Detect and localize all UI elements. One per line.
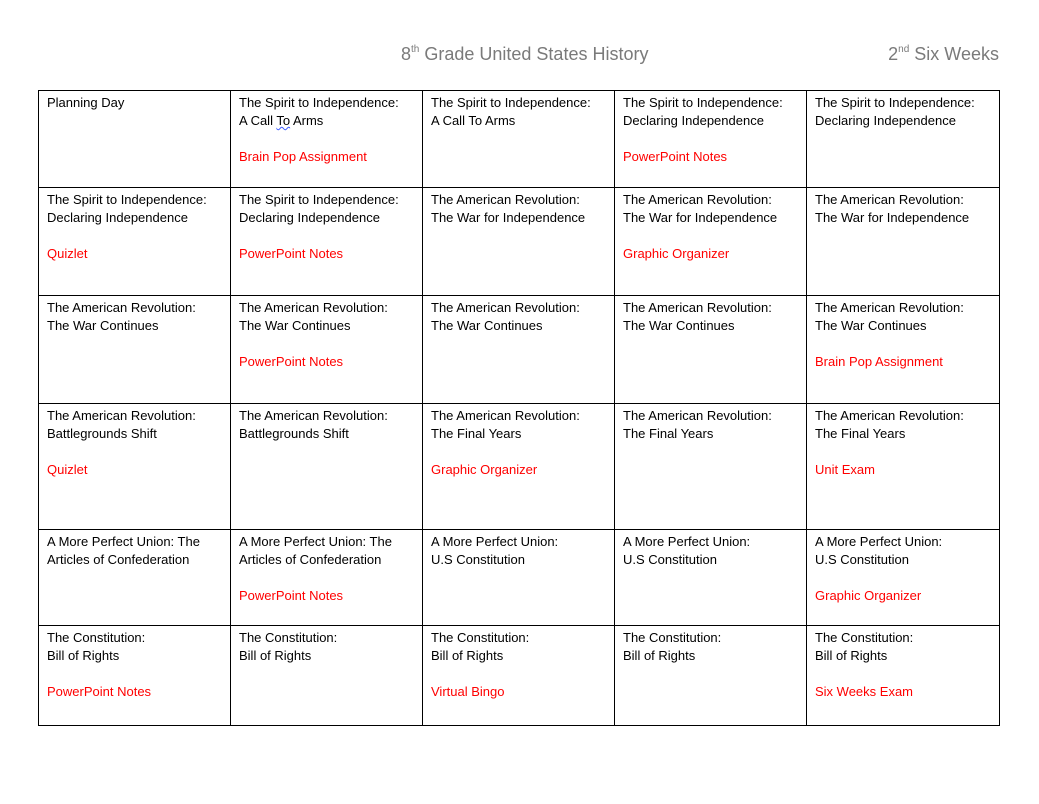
topic-unit: A More Perfect Union: [431,534,559,549]
day-cell [39,404,231,530]
activity-label: Quizlet [47,462,88,477]
activity-label: PowerPoint Notes [239,246,344,261]
title-grade-number: 8 [401,44,412,64]
topic-unit: The American Revolution: [431,300,580,315]
topic-lesson [239,112,414,130]
day-cell [231,626,423,726]
day-cell [231,296,423,404]
topic-unit: The Spirit to Independence: [47,192,207,207]
activity-label: Six Weeks Exam [815,684,914,699]
topic-lesson: Declaring Independence [239,210,380,225]
day-cell [39,91,231,188]
topic-unit: The Spirit to Independence: [239,192,399,207]
topic-lesson: The War Continues [47,318,159,333]
topic-unit: The American Revolution: [623,300,772,315]
term-number: 2 [888,44,899,64]
day-cell [423,296,615,404]
activity-label: PowerPoint Notes [47,684,152,699]
schedule-row [39,626,1000,726]
topic-unit: The American Revolution: [815,300,964,315]
topic-lesson: Declaring Independence [815,113,956,128]
title-ordinal-suffix: th [411,44,420,55]
topic-lesson: The Final Years [431,426,522,441]
topic-lesson: Articles of Confederation [239,552,382,567]
topic-unit: The American Revolution: [815,408,964,423]
day-cell [423,530,615,626]
day-cell [231,188,423,296]
topic-lesson: U.S Constitution [623,552,717,567]
activity-label: PowerPoint Notes [239,354,344,369]
day-cell [807,188,1000,296]
topic-lesson: U.S Constitution [815,552,909,567]
activity-label: Virtual Bingo [431,684,505,699]
topic-unit: The Spirit to Independence: [623,95,783,110]
topic-unit: The American Revolution: [623,408,772,423]
topic-lesson: Bill of Rights [815,648,888,663]
topic-lesson: The War for Independence [623,210,778,225]
day-cell [231,91,423,188]
schedule-row [39,91,1000,188]
term-label [888,44,999,65]
term-ordinal-suffix: nd [898,44,910,55]
topic-unit: The Constitution: [47,630,146,645]
topic-unit: The Spirit to Independence: [815,95,975,110]
activity-label: Brain Pop Assignment [239,149,367,164]
day-cell [615,296,807,404]
spellcheck-flagged-word: To [276,113,291,128]
day-cell [807,296,1000,404]
topic-lesson: Bill of Rights [431,648,504,663]
topic-unit: The American Revolution: [47,408,196,423]
topic-lesson: U.S Constitution [431,552,525,567]
topic-lesson: Battlegrounds Shift [47,426,157,441]
activity-label: Unit Exam [815,462,875,477]
day-cell [423,404,615,530]
topic-unit: The Spirit to Independence: [431,95,591,110]
topic-unit: The American Revolution: [239,408,388,423]
day-cell [615,188,807,296]
day-cell [231,530,423,626]
day-cell [423,91,615,188]
topic-lesson: The War Continues [431,318,543,333]
day-cell [39,188,231,296]
topic-unit: The Spirit to Independence: [239,95,399,110]
topic-lesson: The War Continues [623,318,735,333]
page-header [0,42,1039,72]
topic-lesson: Articles of Confederation [47,552,190,567]
activity-label: Quizlet [47,246,88,261]
activity-label: Graphic Organizer [815,588,922,603]
day-cell [807,91,1000,188]
topic-unit: The Constitution: [431,630,530,645]
topic-lesson: Declaring Independence [47,210,188,225]
activity-label: Graphic Organizer [623,246,730,261]
day-cell [231,404,423,530]
topic-unit: The American Revolution: [239,300,388,315]
day-cell [807,530,1000,626]
activity-label: PowerPoint Notes [623,149,728,164]
topic-unit: A More Perfect Union: [623,534,751,549]
day-cell [423,188,615,296]
topic-lesson: Bill of Rights [623,648,696,663]
topic-unit: The American Revolution: [431,192,580,207]
topic-unit: Planning Day [47,95,125,110]
day-cell [615,91,807,188]
topic-lesson: The War Continues [239,318,351,333]
day-cell [423,626,615,726]
topic-lesson: The War Continues [815,318,927,333]
topic-unit: The Constitution: [623,630,722,645]
day-cell [807,404,1000,530]
schedule-row [39,530,1000,626]
activity-label: Graphic Organizer [431,462,538,477]
activity-label: Brain Pop Assignment [815,354,943,369]
topic-lesson: The Final Years [623,426,714,441]
topic-lesson: Bill of Rights [239,648,312,663]
topic-unit: A More Perfect Union: The [239,534,392,549]
topic-lesson: The Final Years [815,426,906,441]
topic-unit: The American Revolution: [815,192,964,207]
topic-lesson: Battlegrounds Shift [239,426,349,441]
topic-unit: The American Revolution: [623,192,772,207]
day-cell [615,404,807,530]
day-cell [615,530,807,626]
day-cell [39,530,231,626]
topic-lesson-part: Arms [290,113,324,128]
term-text: Six Weeks [909,44,999,64]
topic-unit: The Constitution: [815,630,914,645]
topic-unit: The American Revolution: [431,408,580,423]
day-cell [807,626,1000,726]
day-cell [615,626,807,726]
topic-lesson: The War for Independence [431,210,586,225]
topic-unit: A More Perfect Union: [815,534,943,549]
topic-lesson: A Call To Arms [431,113,516,128]
topic-lesson-part: A Call [239,113,277,128]
schedule-table [38,90,1000,726]
topic-lesson: The War for Independence [815,210,970,225]
schedule-row [39,404,1000,530]
schedule-row [39,296,1000,404]
day-cell [39,296,231,404]
topic-unit: The Constitution: [239,630,338,645]
activity-label: PowerPoint Notes [239,588,344,603]
day-cell [39,626,231,726]
topic-unit: A More Perfect Union: The [47,534,200,549]
topic-unit: The American Revolution: [47,300,196,315]
topic-lesson: Bill of Rights [47,648,120,663]
title-text: Grade United States History [419,44,649,64]
schedule-row [39,188,1000,296]
topic-lesson: Declaring Independence [623,113,764,128]
page-title [401,44,648,65]
